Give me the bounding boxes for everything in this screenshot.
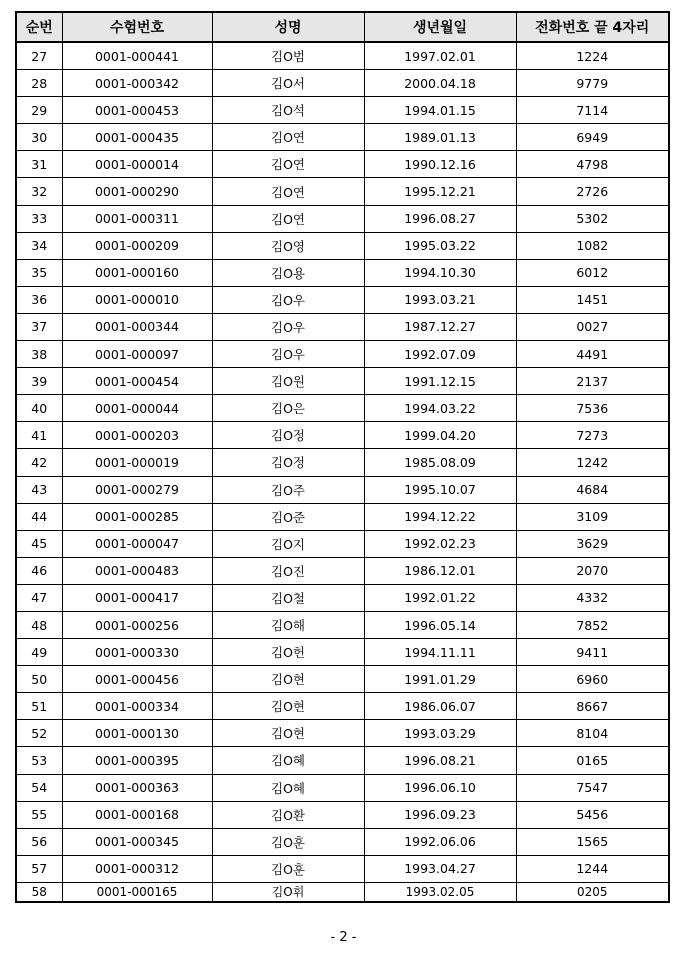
cell-exam-number: 0001-000334 bbox=[62, 693, 212, 720]
cell-exam-number: 0001-000454 bbox=[62, 368, 212, 395]
cell-name: 김O용 bbox=[212, 259, 364, 286]
cell-birthdate: 1999.04.20 bbox=[364, 422, 516, 449]
cell-seq: 57 bbox=[16, 855, 62, 882]
cell-exam-number: 0001-000165 bbox=[62, 882, 212, 902]
table-row bbox=[16, 341, 669, 368]
cell-birthdate: 1993.03.29 bbox=[364, 720, 516, 747]
cell-phone-last4: 7273 bbox=[516, 422, 669, 449]
cell-seq: 27 bbox=[16, 42, 62, 70]
cell-name: 김O우 bbox=[212, 341, 364, 368]
roster-table bbox=[15, 11, 670, 903]
cell-birthdate: 1993.03.21 bbox=[364, 286, 516, 313]
header-seq: 순번 bbox=[16, 12, 62, 42]
cell-exam-number: 0001-000311 bbox=[62, 205, 212, 232]
cell-name: 김O원 bbox=[212, 368, 364, 395]
cell-birthdate: 1985.08.09 bbox=[364, 449, 516, 476]
cell-name: 김O혜 bbox=[212, 747, 364, 774]
cell-phone-last4: 7852 bbox=[516, 611, 669, 638]
cell-exam-number: 0001-000342 bbox=[62, 70, 212, 97]
table-row bbox=[16, 639, 669, 666]
cell-birthdate: 1986.12.01 bbox=[364, 557, 516, 584]
cell-seq: 28 bbox=[16, 70, 62, 97]
cell-name: 김O석 bbox=[212, 97, 364, 124]
cell-seq: 31 bbox=[16, 151, 62, 178]
cell-exam-number: 0001-000047 bbox=[62, 530, 212, 557]
cell-exam-number: 0001-000456 bbox=[62, 666, 212, 693]
table-row bbox=[16, 178, 669, 205]
cell-birthdate: 1994.03.22 bbox=[364, 395, 516, 422]
cell-seq: 43 bbox=[16, 476, 62, 503]
cell-name: 김O연 bbox=[212, 205, 364, 232]
cell-phone-last4: 7114 bbox=[516, 97, 669, 124]
cell-phone-last4: 1451 bbox=[516, 286, 669, 313]
cell-seq: 29 bbox=[16, 97, 62, 124]
cell-phone-last4: 5456 bbox=[516, 801, 669, 828]
cell-exam-number: 0001-000168 bbox=[62, 801, 212, 828]
cell-birthdate: 1987.12.27 bbox=[364, 313, 516, 340]
cell-exam-number: 0001-000256 bbox=[62, 611, 212, 638]
table-row bbox=[16, 774, 669, 801]
header-exam-number: 수험번호 bbox=[62, 12, 212, 42]
cell-phone-last4: 0027 bbox=[516, 313, 669, 340]
cell-phone-last4: 5302 bbox=[516, 205, 669, 232]
cell-phone-last4: 2726 bbox=[516, 178, 669, 205]
table-row bbox=[16, 747, 669, 774]
cell-birthdate: 1992.02.23 bbox=[364, 530, 516, 557]
cell-birthdate: 1995.10.07 bbox=[364, 476, 516, 503]
cell-name: 김O휘 bbox=[212, 882, 364, 902]
cell-name: 김O철 bbox=[212, 584, 364, 611]
cell-name: 김O현 bbox=[212, 720, 364, 747]
cell-phone-last4: 1565 bbox=[516, 828, 669, 855]
table-row bbox=[16, 286, 669, 313]
table-row bbox=[16, 97, 669, 124]
cell-exam-number: 0001-000044 bbox=[62, 395, 212, 422]
cell-exam-number: 0001-000363 bbox=[62, 774, 212, 801]
cell-name: 김O현 bbox=[212, 693, 364, 720]
cell-birthdate: 1994.11.11 bbox=[364, 639, 516, 666]
cell-seq: 35 bbox=[16, 259, 62, 286]
cell-phone-last4: 1244 bbox=[516, 855, 669, 882]
cell-exam-number: 0001-000019 bbox=[62, 449, 212, 476]
table-row bbox=[16, 503, 669, 530]
cell-name: 김O헌 bbox=[212, 639, 364, 666]
cell-seq: 30 bbox=[16, 124, 62, 151]
cell-seq: 36 bbox=[16, 286, 62, 313]
cell-birthdate: 1994.01.15 bbox=[364, 97, 516, 124]
cell-exam-number: 0001-000290 bbox=[62, 178, 212, 205]
table-row bbox=[16, 42, 669, 70]
cell-seq: 32 bbox=[16, 178, 62, 205]
cell-phone-last4: 1224 bbox=[516, 42, 669, 70]
cell-seq: 45 bbox=[16, 530, 62, 557]
cell-birthdate: 1993.02.05 bbox=[364, 882, 516, 902]
cell-name: 김O준 bbox=[212, 503, 364, 530]
table-row bbox=[16, 882, 669, 902]
cell-exam-number: 0001-000097 bbox=[62, 341, 212, 368]
table-header-row bbox=[16, 12, 669, 42]
cell-birthdate: 1989.01.13 bbox=[364, 124, 516, 151]
cell-seq: 38 bbox=[16, 341, 62, 368]
table-row bbox=[16, 70, 669, 97]
cell-name: 김O주 bbox=[212, 476, 364, 503]
cell-birthdate: 1990.12.16 bbox=[364, 151, 516, 178]
cell-exam-number: 0001-000483 bbox=[62, 557, 212, 584]
table-row bbox=[16, 205, 669, 232]
cell-exam-number: 0001-000395 bbox=[62, 747, 212, 774]
table-row bbox=[16, 232, 669, 259]
cell-birthdate: 2000.04.18 bbox=[364, 70, 516, 97]
cell-seq: 33 bbox=[16, 205, 62, 232]
cell-exam-number: 0001-000345 bbox=[62, 828, 212, 855]
cell-seq: 40 bbox=[16, 395, 62, 422]
cell-birthdate: 1996.08.21 bbox=[364, 747, 516, 774]
cell-birthdate: 1986.06.07 bbox=[364, 693, 516, 720]
cell-phone-last4: 6012 bbox=[516, 259, 669, 286]
cell-birthdate: 1992.01.22 bbox=[364, 584, 516, 611]
cell-seq: 39 bbox=[16, 368, 62, 395]
cell-seq: 37 bbox=[16, 313, 62, 340]
cell-seq: 55 bbox=[16, 801, 62, 828]
cell-birthdate: 1996.06.10 bbox=[364, 774, 516, 801]
cell-exam-number: 0001-000130 bbox=[62, 720, 212, 747]
cell-name: 김O연 bbox=[212, 178, 364, 205]
table-row bbox=[16, 611, 669, 638]
table-row bbox=[16, 476, 669, 503]
header-phone-last4: 전화번호 끝 4자리 bbox=[516, 12, 669, 42]
cell-birthdate: 1993.04.27 bbox=[364, 855, 516, 882]
cell-exam-number: 0001-000203 bbox=[62, 422, 212, 449]
cell-seq: 49 bbox=[16, 639, 62, 666]
cell-exam-number: 0001-000160 bbox=[62, 259, 212, 286]
table-row bbox=[16, 828, 669, 855]
cell-name: 김O영 bbox=[212, 232, 364, 259]
cell-phone-last4: 7547 bbox=[516, 774, 669, 801]
cell-phone-last4: 0165 bbox=[516, 747, 669, 774]
table-row bbox=[16, 666, 669, 693]
cell-exam-number: 0001-000014 bbox=[62, 151, 212, 178]
table-row bbox=[16, 422, 669, 449]
table-row bbox=[16, 368, 669, 395]
cell-birthdate: 1992.06.06 bbox=[364, 828, 516, 855]
table-row bbox=[16, 557, 669, 584]
cell-name: 김O정 bbox=[212, 449, 364, 476]
cell-birthdate: 1991.12.15 bbox=[364, 368, 516, 395]
cell-exam-number: 0001-000312 bbox=[62, 855, 212, 882]
cell-phone-last4: 7536 bbox=[516, 395, 669, 422]
cell-phone-last4: 1242 bbox=[516, 449, 669, 476]
cell-exam-number: 0001-000330 bbox=[62, 639, 212, 666]
cell-birthdate: 1994.12.22 bbox=[364, 503, 516, 530]
cell-phone-last4: 1082 bbox=[516, 232, 669, 259]
cell-seq: 41 bbox=[16, 422, 62, 449]
cell-exam-number: 0001-000417 bbox=[62, 584, 212, 611]
cell-name: 김O해 bbox=[212, 611, 364, 638]
cell-name: 김O환 bbox=[212, 801, 364, 828]
cell-phone-last4: 8104 bbox=[516, 720, 669, 747]
table-row bbox=[16, 395, 669, 422]
cell-seq: 48 bbox=[16, 611, 62, 638]
table-row bbox=[16, 693, 669, 720]
cell-phone-last4: 0205 bbox=[516, 882, 669, 902]
cell-name: 김O훈 bbox=[212, 855, 364, 882]
table-row bbox=[16, 584, 669, 611]
cell-phone-last4: 6949 bbox=[516, 124, 669, 151]
cell-name: 김O은 bbox=[212, 395, 364, 422]
cell-name: 김O현 bbox=[212, 666, 364, 693]
cell-exam-number: 0001-000279 bbox=[62, 476, 212, 503]
cell-phone-last4: 2070 bbox=[516, 557, 669, 584]
table-row bbox=[16, 124, 669, 151]
cell-name: 김O정 bbox=[212, 422, 364, 449]
cell-exam-number: 0001-000344 bbox=[62, 313, 212, 340]
cell-phone-last4: 4684 bbox=[516, 476, 669, 503]
cell-exam-number: 0001-000010 bbox=[62, 286, 212, 313]
cell-seq: 50 bbox=[16, 666, 62, 693]
cell-exam-number: 0001-000441 bbox=[62, 42, 212, 70]
cell-exam-number: 0001-000209 bbox=[62, 232, 212, 259]
table-row bbox=[16, 530, 669, 557]
cell-seq: 56 bbox=[16, 828, 62, 855]
table-row bbox=[16, 259, 669, 286]
cell-seq: 47 bbox=[16, 584, 62, 611]
cell-phone-last4: 6960 bbox=[516, 666, 669, 693]
cell-birthdate: 1991.01.29 bbox=[364, 666, 516, 693]
cell-name: 김O우 bbox=[212, 286, 364, 313]
cell-name: 김O훈 bbox=[212, 828, 364, 855]
page-number: - 2 - bbox=[330, 930, 357, 945]
cell-phone-last4: 3109 bbox=[516, 503, 669, 530]
cell-name: 김O범 bbox=[212, 42, 364, 70]
cell-phone-last4: 3629 bbox=[516, 530, 669, 557]
cell-seq: 44 bbox=[16, 503, 62, 530]
cell-birthdate: 1996.05.14 bbox=[364, 611, 516, 638]
cell-birthdate: 1996.08.27 bbox=[364, 205, 516, 232]
table-row bbox=[16, 449, 669, 476]
cell-name: 김O혜 bbox=[212, 774, 364, 801]
cell-phone-last4: 9779 bbox=[516, 70, 669, 97]
cell-name: 김O우 bbox=[212, 313, 364, 340]
cell-seq: 34 bbox=[16, 232, 62, 259]
table-row bbox=[16, 720, 669, 747]
cell-seq: 58 bbox=[16, 882, 62, 902]
table-row bbox=[16, 801, 669, 828]
header-name: 성명 bbox=[212, 12, 364, 42]
cell-seq: 46 bbox=[16, 557, 62, 584]
cell-exam-number: 0001-000285 bbox=[62, 503, 212, 530]
cell-name: 김O서 bbox=[212, 70, 364, 97]
cell-seq: 54 bbox=[16, 774, 62, 801]
cell-seq: 53 bbox=[16, 747, 62, 774]
cell-birthdate: 1994.10.30 bbox=[364, 259, 516, 286]
header-birthdate: 생년월일 bbox=[364, 12, 516, 42]
cell-seq: 52 bbox=[16, 720, 62, 747]
cell-phone-last4: 2137 bbox=[516, 368, 669, 395]
cell-phone-last4: 4491 bbox=[516, 341, 669, 368]
cell-phone-last4: 9411 bbox=[516, 639, 669, 666]
cell-phone-last4: 4332 bbox=[516, 584, 669, 611]
cell-birthdate: 1996.09.23 bbox=[364, 801, 516, 828]
cell-birthdate: 1992.07.09 bbox=[364, 341, 516, 368]
cell-birthdate: 1995.03.22 bbox=[364, 232, 516, 259]
cell-birthdate: 1995.12.21 bbox=[364, 178, 516, 205]
cell-exam-number: 0001-000435 bbox=[62, 124, 212, 151]
cell-seq: 42 bbox=[16, 449, 62, 476]
cell-name: 김O연 bbox=[212, 151, 364, 178]
cell-name: 김O진 bbox=[212, 557, 364, 584]
table-row bbox=[16, 855, 669, 882]
cell-name: 김O지 bbox=[212, 530, 364, 557]
cell-name: 김O연 bbox=[212, 124, 364, 151]
table-row bbox=[16, 313, 669, 340]
cell-phone-last4: 8667 bbox=[516, 693, 669, 720]
cell-exam-number: 0001-000453 bbox=[62, 97, 212, 124]
cell-phone-last4: 4798 bbox=[516, 151, 669, 178]
cell-birthdate: 1997.02.01 bbox=[364, 42, 516, 70]
cell-seq: 51 bbox=[16, 693, 62, 720]
table-row bbox=[16, 151, 669, 178]
